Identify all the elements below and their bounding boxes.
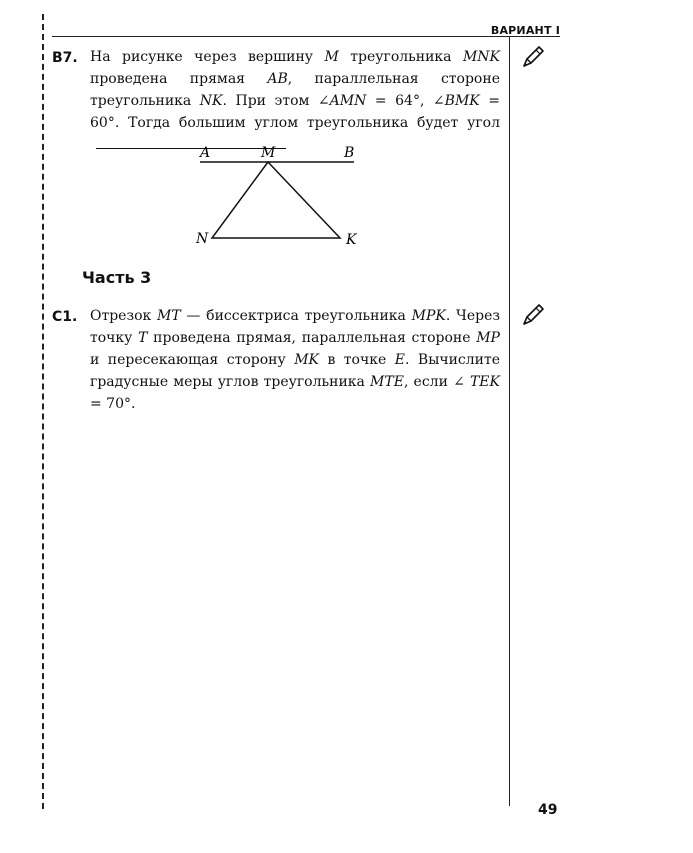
pen-icon (520, 44, 546, 70)
section-title: Часть 3 (82, 268, 152, 287)
label-m: M (261, 145, 276, 161)
triangle-diagram (190, 140, 370, 250)
label-a: A (200, 145, 211, 161)
header-rule (52, 36, 560, 37)
task-text-c1: Отрезок MT — биссектриса треугольника MPK. Через точку T проведена прямая, параллельная стороне MP и пересекающая сторону MK в точке E. Вычислите градусные меры углов треугольника MTE, если ∠ TEK = 70°. (90, 308, 501, 412)
page-number: 49 (538, 802, 558, 818)
label-b: B (344, 145, 355, 161)
triangle-mnk (212, 162, 340, 238)
label-k: K (346, 232, 357, 248)
margin-rule (509, 36, 510, 806)
task-number-b7: В7. (52, 50, 78, 66)
label-n: N (196, 231, 209, 247)
variant-label: ВАРИАНТ I (490, 24, 560, 37)
cut-line (42, 14, 44, 809)
pen-icon (520, 302, 546, 328)
task-text-b7: На рисунке через вершину M треугольника MNK проведена прямая AB, параллельная стороне треугольника NK. При этом ∠AMN = 64°, ∠BMK = 60°. Тогда большим углом треугольника будет угол (90, 46, 500, 156)
task-number-c1: С1. (52, 309, 78, 325)
